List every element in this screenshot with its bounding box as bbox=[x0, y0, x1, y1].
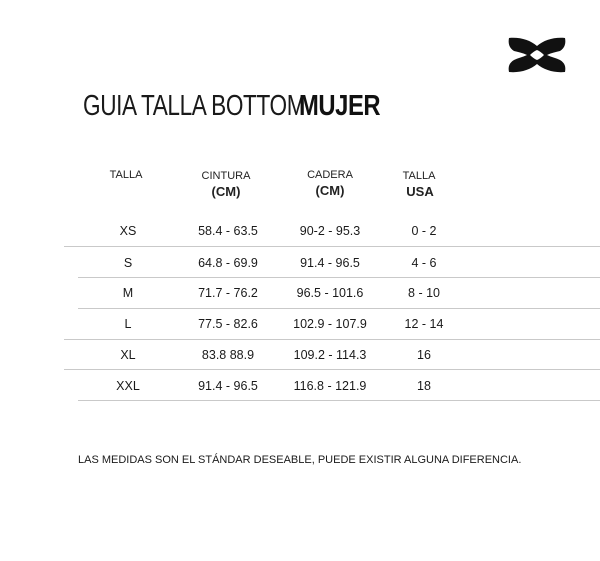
title-bold: MUJER bbox=[298, 90, 380, 122]
usa-size-cell: 0 - 2 bbox=[411, 224, 437, 238]
waist-cell: 83.8 88.9 bbox=[201, 348, 255, 362]
hip-cell: 91.4 - 96.5 bbox=[300, 256, 360, 270]
row-divider bbox=[78, 400, 600, 401]
footnote: LAS MEDIDAS SON EL STÁNDAR DESEABLE, PUEDE EXISTIR ALGUNA DIFERENCIA. bbox=[78, 454, 522, 466]
size-cell: L bbox=[124, 317, 132, 331]
header-talla-label: TALLA bbox=[109, 169, 143, 181]
hip-cell: 102.9 - 107.9 bbox=[293, 317, 367, 331]
waist-cell: 71.7 - 76.2 bbox=[198, 286, 258, 300]
usa-size-cell: 18 bbox=[417, 379, 431, 393]
title-light: GUIA TALLA BOTTOM bbox=[83, 90, 306, 122]
header-cintura-label: CINTURA bbox=[201, 170, 251, 182]
header-cintura-unit: (CM) bbox=[211, 184, 241, 199]
waist-cell: 58.4 - 63.5 bbox=[198, 224, 258, 238]
header-cadera-unit: (CM) bbox=[315, 183, 345, 198]
hip-cell: 90-2 - 95.3 bbox=[299, 224, 361, 238]
hip-cell: 96.5 - 101.6 bbox=[296, 286, 364, 300]
row-divider bbox=[64, 369, 600, 370]
usa-size-cell: 4 - 6 bbox=[411, 256, 437, 270]
size-cell: M bbox=[122, 286, 134, 300]
usa-size-cell: 16 bbox=[417, 348, 431, 362]
table-row bbox=[0, 248, 600, 278]
table-row bbox=[0, 278, 600, 308]
size-cell: XXL bbox=[116, 379, 140, 393]
waist-cell: 91.4 - 96.5 bbox=[198, 379, 258, 393]
size-cell: XL bbox=[120, 348, 136, 362]
waist-cell: 77.5 - 82.6 bbox=[198, 317, 258, 331]
usa-size-cell: 8 - 10 bbox=[408, 286, 440, 300]
under-armour-logo-icon bbox=[506, 36, 568, 74]
header-talla-usa-label: TALLA bbox=[402, 170, 436, 182]
header-talla-usa-unit: USA bbox=[406, 184, 434, 199]
row-divider bbox=[64, 246, 600, 247]
table-row bbox=[0, 371, 600, 401]
table-row bbox=[0, 340, 600, 370]
hip-cell: 109.2 - 114.3 bbox=[293, 348, 367, 362]
waist-cell: 64.8 - 69.9 bbox=[198, 256, 258, 270]
header-cadera bbox=[297, 167, 363, 199]
hip-cell: 116.8 - 121.9 bbox=[293, 379, 367, 393]
size-cell: S bbox=[123, 256, 133, 270]
header-talla bbox=[100, 167, 152, 183]
header-cintura bbox=[193, 168, 259, 200]
page-title bbox=[83, 88, 398, 124]
table-row bbox=[0, 309, 600, 339]
header-cadera-label: CADERA bbox=[307, 169, 353, 181]
header-talla-usa bbox=[395, 168, 443, 200]
size-cell: XS bbox=[119, 224, 137, 238]
usa-size-cell: 12 - 14 bbox=[404, 317, 444, 331]
table-row bbox=[0, 216, 600, 246]
